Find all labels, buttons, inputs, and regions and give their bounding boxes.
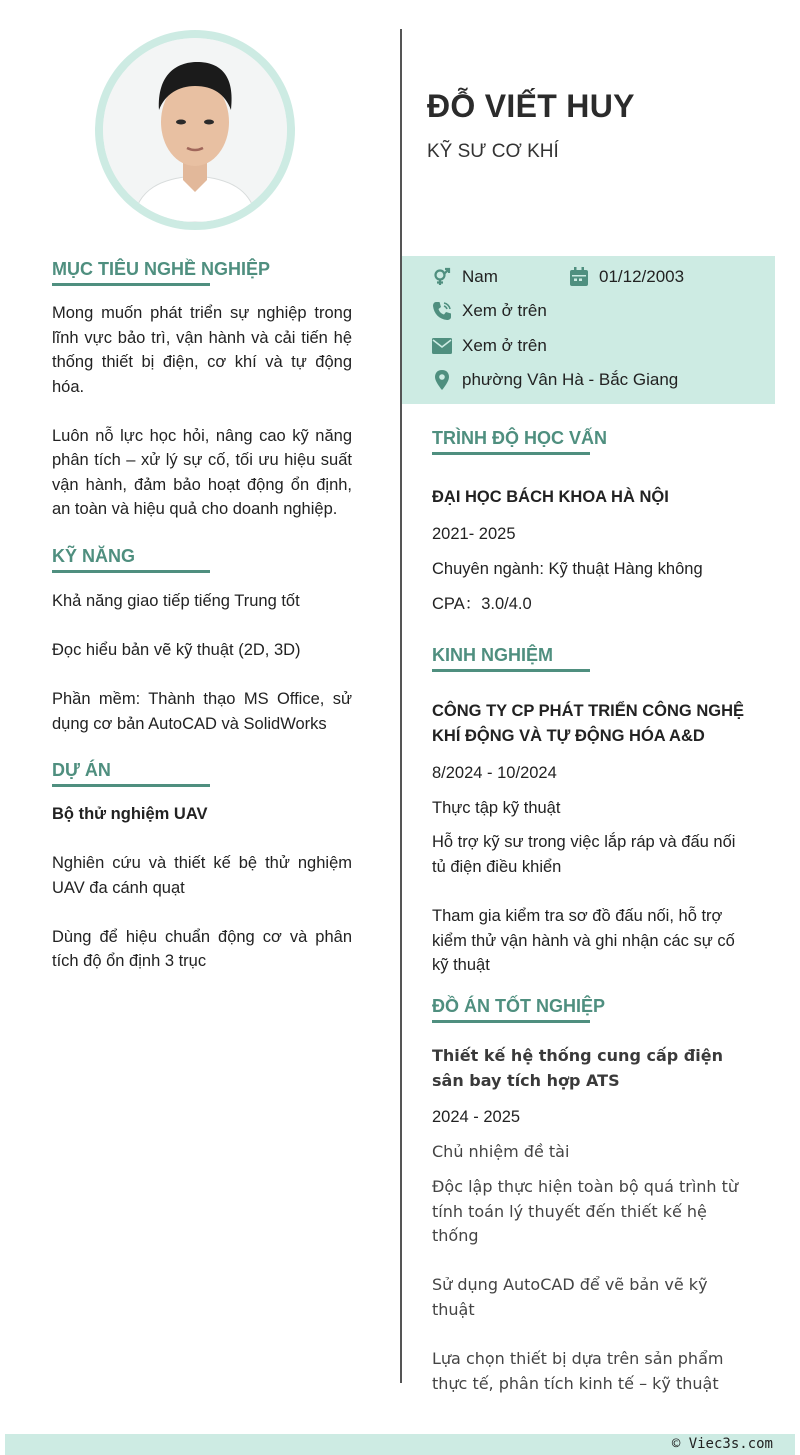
column-divider bbox=[400, 29, 402, 1383]
experience-description: Hỗ trợ kỹ sư trong việc lắp ráp và đấu nối tủ điện điều khiển bbox=[432, 833, 736, 876]
candidate-role: KỸ SƯ CƠ KHÍ bbox=[427, 141, 559, 162]
experience-period: 8/2024 - 10/2024 bbox=[432, 764, 557, 782]
section-underline bbox=[52, 283, 210, 286]
email-row bbox=[432, 336, 547, 356]
thesis-description: Sử dụng AutoCAD để vẽ bản vẽ kỹ thuật bbox=[432, 1275, 708, 1319]
gender-icon bbox=[432, 267, 452, 287]
envelope-icon bbox=[432, 336, 452, 356]
section-underline bbox=[432, 452, 590, 455]
project-description: Nghiên cứu và thiết kế bệ thử nghiệm UAV đa cánh quạt bbox=[52, 854, 352, 897]
calendar-icon bbox=[569, 267, 589, 287]
career-goal-section bbox=[52, 301, 352, 522]
birthdate-row bbox=[569, 267, 684, 287]
skills-section bbox=[52, 589, 352, 736]
skill-item: Đọc hiểu bản vẽ kỹ thuật (2D, 3D) bbox=[52, 641, 301, 659]
location-pin-icon bbox=[432, 370, 452, 390]
address-value: phường Vân Hà - Bắc Giang bbox=[462, 370, 679, 389]
education-heading: TRÌNH ĐỘ HỌC VẤN bbox=[432, 428, 607, 448]
project-description: Dùng để hiệu chuẩn động cơ và phân tích độ ổn định 3 trục bbox=[52, 927, 352, 970]
experience-position: Thực tập kỹ thuật bbox=[432, 799, 561, 817]
footer-bar bbox=[5, 1434, 795, 1455]
phone-icon bbox=[432, 301, 452, 321]
birthdate-value: 01/12/2003 bbox=[599, 267, 685, 286]
section-underline bbox=[432, 669, 590, 672]
thesis-heading: ĐỒ ÁN TỐT NGHIỆP bbox=[432, 996, 606, 1016]
footer-copyright[interactable]: © Viec3s.com bbox=[671, 1436, 773, 1452]
thesis-role: Chủ nhiệm đề tài bbox=[432, 1142, 570, 1161]
phone-row bbox=[432, 301, 547, 321]
candidate-name: ĐỖ VIẾT HUY bbox=[427, 88, 635, 124]
thesis-description: Độc lập thực hiện toàn bộ quá trình từ tính toán lý thuyết đến thiết kế hệ thống bbox=[432, 1177, 739, 1245]
gender-value: Nam bbox=[462, 267, 498, 286]
skill-item: Khả năng giao tiếp tiếng Trung tốt bbox=[52, 592, 300, 610]
career-goal-paragraph: Luôn nỗ lực học hỏi, nâng cao kỹ năng phân tích – xử lý sự cố, tối ưu hiệu suất vận hành, đảm bảo hoạt động ổn định, an toàn và hiệu quả cho doanh nghiệp. bbox=[52, 426, 352, 518]
thesis-name: Thiết kế hệ thống cung cấp điện sân bay tích hợp ATS bbox=[432, 1046, 723, 1090]
skills-heading: KỸ NĂNG bbox=[52, 546, 136, 566]
section-underline bbox=[432, 1020, 590, 1023]
avatar bbox=[103, 38, 287, 222]
section-underline bbox=[52, 784, 210, 787]
projects-heading: DỰ ÁN bbox=[52, 760, 111, 780]
company-name: CÔNG TY CP PHÁT TRIỂN CÔNG NGHỆ KHÍ ĐỘNG VÀ TỰ ĐỘNG HÓA A&D bbox=[432, 702, 745, 745]
school-name: ĐẠI HỌC BÁCH KHOA HÀ NỘI bbox=[432, 488, 669, 506]
education-major: Chuyên ngành: Kỹ thuật Hàng không bbox=[432, 560, 703, 578]
experience-heading: KINH NGHIỆM bbox=[432, 645, 553, 665]
skill-item: Phần mềm: Thành thạo MS Office, sử dụng cơ bản AutoCAD và SolidWorks bbox=[52, 690, 352, 733]
education-gpa: CPA：3.0/4.0 bbox=[432, 595, 532, 613]
education-period: 2021- 2025 bbox=[432, 525, 516, 543]
address-row bbox=[432, 370, 678, 390]
project-name: Bộ thử nghiệm UAV bbox=[52, 805, 208, 823]
thesis-period: 2024 - 2025 bbox=[432, 1108, 521, 1126]
experience-description: Tham gia kiểm tra sơ đồ đấu nối, hỗ trợ kiểm thử vận hành và ghi nhận các sự cố kỹ thuật bbox=[432, 907, 735, 974]
projects-section bbox=[52, 802, 352, 974]
thesis-description: Lựa chọn thiết bị dựa trên sản phẩm thực tế, phân tích kinh tế – kỹ thuật bbox=[432, 1349, 724, 1393]
career-goal-heading: MỤC TIÊU NGHỀ NGHIỆP bbox=[52, 259, 271, 279]
avatar-frame bbox=[95, 30, 295, 230]
career-goal-paragraph: Mong muốn phát triển sự nghiệp trong lĩnh vực bảo trì, vận hành và cải tiến hệ thống thiết bị điện, cơ khí và tự động hóa. bbox=[52, 304, 352, 396]
contact-info-panel bbox=[402, 256, 775, 404]
phone-value: Xem ở trên bbox=[462, 301, 547, 320]
email-value: Xem ở trên bbox=[462, 336, 547, 355]
gender-row bbox=[432, 267, 498, 287]
section-underline bbox=[52, 570, 210, 573]
